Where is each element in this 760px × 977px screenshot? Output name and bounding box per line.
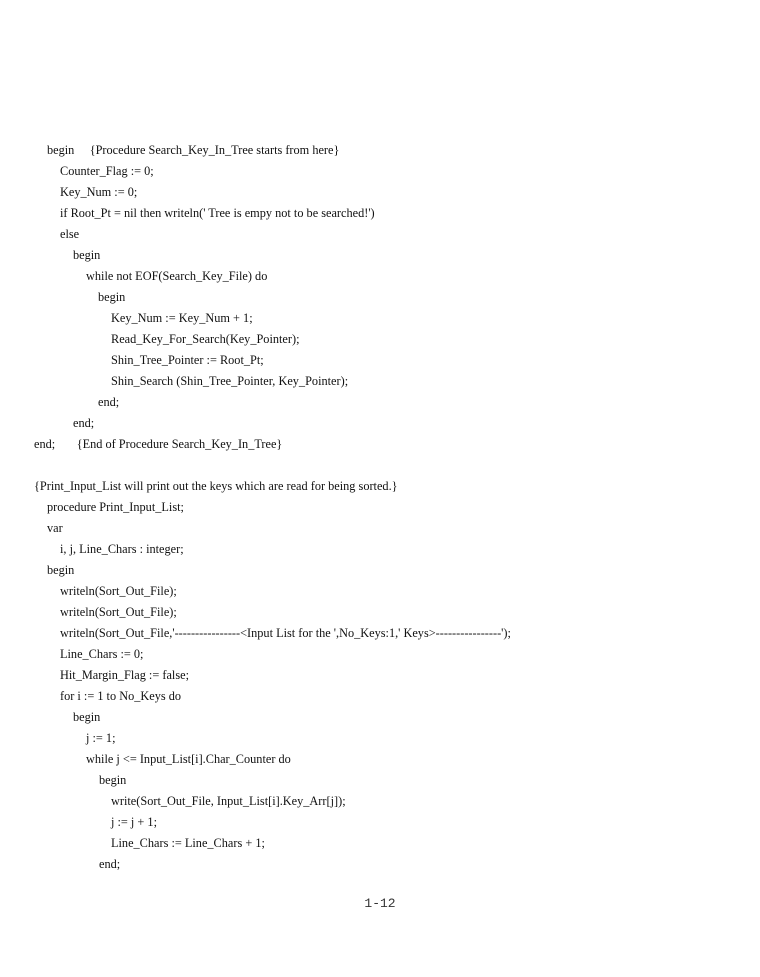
code-line-27: for i := 1 to No_Keys do xyxy=(60,689,182,703)
code-line-31: begin xyxy=(99,773,127,787)
code-line-9: Key_Num := Key_Num + 1; xyxy=(111,311,253,325)
code-line-24: writeln(Sort_Out_File,'----------------<Input List for the ',No_Keys:1,' Keys>----------------'); xyxy=(60,626,511,640)
code-line-29: j := 1; xyxy=(86,731,116,745)
code-line-35: end; xyxy=(99,857,121,871)
code-line-25: Line_Chars := 0; xyxy=(60,647,144,661)
code-line-15: end; {End of Procedure Search_Key_In_Tree} xyxy=(34,437,283,451)
code-line-20: i, j, Line_Chars : integer; xyxy=(60,542,184,556)
code-line-19: var xyxy=(47,521,63,535)
code-line-34: Line_Chars := Line_Chars + 1; xyxy=(111,836,265,850)
code-line-10: Read_Key_For_Search(Key_Pointer); xyxy=(111,332,300,346)
code-line-11: Shin_Tree_Pointer := Root_Pt; xyxy=(111,353,264,367)
code-line-3: Key_Num := 0; xyxy=(60,185,138,199)
code-line-5: else xyxy=(60,227,80,241)
code-line-26: Hit_Margin_Flag := false; xyxy=(60,668,189,682)
code-line-8: begin xyxy=(98,290,126,304)
code-line-22: writeln(Sort_Out_File); xyxy=(60,584,177,598)
code-line-32: write(Sort_Out_File, Input_List[i].Key_Arr[j]); xyxy=(111,794,346,808)
code-line-2: Counter_Flag := 0; xyxy=(60,164,154,178)
code-line-7: while not EOF(Search_Key_File) do xyxy=(86,269,268,283)
code-line-6: begin xyxy=(73,248,101,262)
code-line-1: begin {Procedure Search_Key_In_Tree starts from here} xyxy=(47,143,340,157)
code-line-28: begin xyxy=(73,710,101,724)
code-line-4: if Root_Pt = nil then writeln(' Tree is empy not to be searched!') xyxy=(60,206,375,220)
code-line-13: end; xyxy=(98,395,120,409)
code-line-33: j := j + 1; xyxy=(111,815,157,829)
code-line-23: writeln(Sort_Out_File); xyxy=(60,605,177,619)
code-line-17: {Print_Input_List will print out the keys which are read for being sorted.} xyxy=(34,479,398,493)
page-number: 1-12 xyxy=(364,896,396,911)
code-line-30: while j <= Input_List[i].Char_Counter do xyxy=(86,752,291,766)
code-line-21: begin xyxy=(47,563,75,577)
code-line-14: end; xyxy=(73,416,95,430)
code-line-18: procedure Print_Input_List; xyxy=(47,500,184,514)
code-line-12: Shin_Search (Shin_Tree_Pointer, Key_Pointer); xyxy=(111,374,349,388)
